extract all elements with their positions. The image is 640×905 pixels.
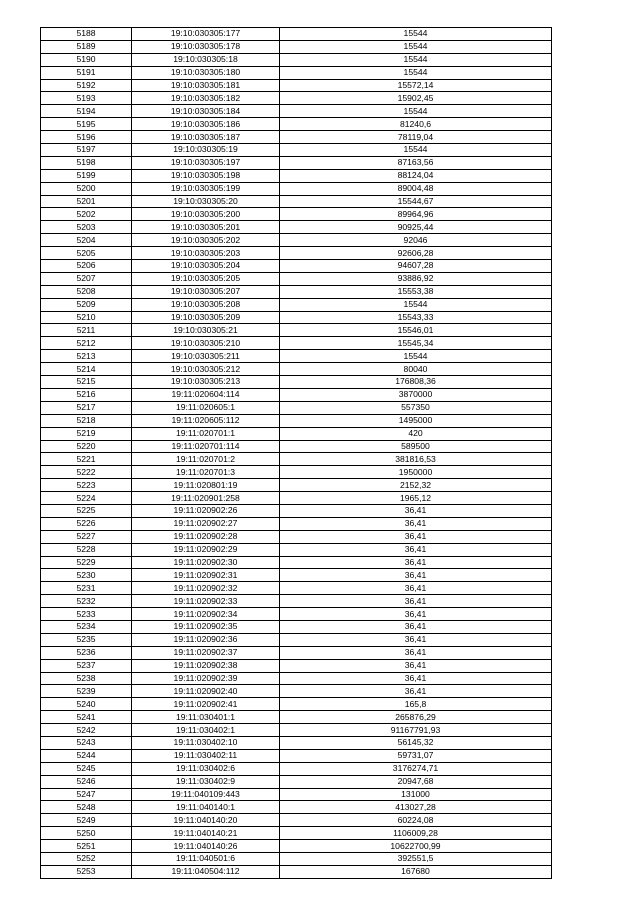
cadastral-number-cell: 19:11:020701:3 [132, 466, 280, 479]
table-row [41, 556, 552, 569]
value-cell: 1106009,28 [280, 827, 552, 840]
row-number-cell: 5220 [41, 440, 132, 453]
value-cell: 413027,28 [280, 801, 552, 814]
value-cell: 15544 [280, 40, 552, 53]
value-cell: 381816,53 [280, 453, 552, 466]
table-row [41, 582, 552, 595]
cadastral-number-cell: 19:11:040140:1 [132, 801, 280, 814]
cadastral-number-cell: 19:10:030305:201 [132, 221, 280, 234]
value-cell: 1965,12 [280, 492, 552, 505]
table-row [41, 517, 552, 530]
table-row [41, 350, 552, 363]
cadastral-number-cell: 19:10:030305:203 [132, 247, 280, 260]
cadastral-number-cell: 19:10:030305:210 [132, 337, 280, 350]
row-number-cell: 5246 [41, 775, 132, 788]
cadastral-number-cell: 19:10:030305:181 [132, 79, 280, 92]
table-row [41, 569, 552, 582]
row-number-cell: 5237 [41, 659, 132, 672]
cadastral-number-cell: 19:10:030305:208 [132, 298, 280, 311]
table-row [41, 208, 552, 221]
table-row [41, 440, 552, 453]
value-cell: 15544 [280, 105, 552, 118]
row-number-cell: 5215 [41, 376, 132, 389]
table-row [41, 234, 552, 247]
cadastral-number-cell: 19:11:040140:21 [132, 827, 280, 840]
table-row [41, 53, 552, 66]
cadastral-number-cell: 19:11:040140:20 [132, 814, 280, 827]
row-number-cell: 5238 [41, 672, 132, 685]
table-row [41, 169, 552, 182]
row-number-cell: 5250 [41, 827, 132, 840]
row-number-cell: 5240 [41, 698, 132, 711]
cadastral-number-cell: 19:11:030402:10 [132, 736, 280, 749]
cadastral-number-cell: 19:10:030305:21 [132, 324, 280, 337]
row-number-cell: 5227 [41, 530, 132, 543]
cadastral-number-cell: 19:11:020701:2 [132, 453, 280, 466]
table-row [41, 272, 552, 285]
value-cell: 15544 [280, 350, 552, 363]
row-number-cell: 5194 [41, 105, 132, 118]
table-row [41, 659, 552, 672]
row-number-cell: 5233 [41, 608, 132, 621]
table-row [41, 595, 552, 608]
value-cell: 15543,33 [280, 311, 552, 324]
cadastral-number-cell: 19:10:030305:199 [132, 182, 280, 195]
value-cell: 36,41 [280, 504, 552, 517]
row-number-cell: 5201 [41, 195, 132, 208]
cadastral-number-cell: 19:10:030305:182 [132, 92, 280, 105]
table-row [41, 788, 552, 801]
cadastral-number-cell: 19:10:030305:178 [132, 40, 280, 53]
cadastral-number-cell: 19:10:030305:204 [132, 260, 280, 273]
row-number-cell: 5249 [41, 814, 132, 827]
cadastral-number-cell: 19:10:030305:202 [132, 234, 280, 247]
table-row [41, 337, 552, 350]
cadastral-number-cell: 19:11:020902:35 [132, 620, 280, 633]
row-number-cell: 5232 [41, 595, 132, 608]
value-cell: 36,41 [280, 517, 552, 530]
row-number-cell: 5211 [41, 324, 132, 337]
value-cell: 89004,48 [280, 182, 552, 195]
row-number-cell: 5214 [41, 363, 132, 376]
row-number-cell: 5206 [41, 260, 132, 273]
cadastral-number-cell: 19:11:020701:1 [132, 427, 280, 440]
cadastral-number-cell: 19:10:030305:205 [132, 272, 280, 285]
table-row [41, 324, 552, 337]
row-number-cell: 5221 [41, 453, 132, 466]
value-cell: 10622700,99 [280, 840, 552, 853]
row-number-cell: 5217 [41, 401, 132, 414]
row-number-cell: 5241 [41, 711, 132, 724]
table-row [41, 672, 552, 685]
cadastral-number-cell: 19:10:030305:213 [132, 376, 280, 389]
value-cell: 589500 [280, 440, 552, 453]
row-number-cell: 5228 [41, 543, 132, 556]
cadastral-number-cell: 19:11:020605:1 [132, 401, 280, 414]
table-row [41, 801, 552, 814]
cadastral-number-cell: 19:11:020801:19 [132, 479, 280, 492]
table-row [41, 466, 552, 479]
document-page [40, 27, 551, 879]
row-number-cell: 5239 [41, 685, 132, 698]
table-row [41, 414, 552, 427]
value-cell: 36,41 [280, 659, 552, 672]
cadastral-number-cell: 19:11:020902:39 [132, 672, 280, 685]
row-number-cell: 5248 [41, 801, 132, 814]
value-cell: 15546,01 [280, 324, 552, 337]
table-row [41, 144, 552, 157]
table-row [41, 711, 552, 724]
cadastral-number-cell: 19:10:030305:184 [132, 105, 280, 118]
table-row [41, 633, 552, 646]
cadastral-number-cell: 19:11:020902:30 [132, 556, 280, 569]
row-number-cell: 5253 [41, 865, 132, 878]
cadastral-number-cell: 19:11:020902:28 [132, 530, 280, 543]
row-number-cell: 5216 [41, 388, 132, 401]
value-cell: 36,41 [280, 685, 552, 698]
value-cell: 1950000 [280, 466, 552, 479]
cadastral-number-cell: 19:11:020901:258 [132, 492, 280, 505]
value-cell: 20947,68 [280, 775, 552, 788]
table-row [41, 388, 552, 401]
table-row [41, 182, 552, 195]
table-row [41, 840, 552, 853]
value-cell: 89964,96 [280, 208, 552, 221]
cadastral-number-cell: 19:10:030305:177 [132, 28, 280, 41]
table-row [41, 453, 552, 466]
value-cell: 93886,92 [280, 272, 552, 285]
row-number-cell: 5205 [41, 247, 132, 260]
table-row [41, 492, 552, 505]
table-row [41, 298, 552, 311]
value-cell: 392551,5 [280, 853, 552, 866]
table-row [41, 285, 552, 298]
value-cell: 88124,04 [280, 169, 552, 182]
value-cell: 557350 [280, 401, 552, 414]
cadastral-number-cell: 19:11:020902:32 [132, 582, 280, 595]
row-number-cell: 5198 [41, 156, 132, 169]
row-number-cell: 5192 [41, 79, 132, 92]
cadastral-number-cell: 19:10:030305:211 [132, 350, 280, 363]
value-cell: 36,41 [280, 569, 552, 582]
row-number-cell: 5189 [41, 40, 132, 53]
row-number-cell: 5234 [41, 620, 132, 633]
table-row [41, 311, 552, 324]
cadastral-number-cell: 19:11:030402:9 [132, 775, 280, 788]
cadastral-number-cell: 19:11:040504:112 [132, 865, 280, 878]
value-cell: 420 [280, 427, 552, 440]
value-cell: 36,41 [280, 608, 552, 621]
row-number-cell: 5190 [41, 53, 132, 66]
cadastral-number-cell: 19:11:020902:41 [132, 698, 280, 711]
row-number-cell: 5229 [41, 556, 132, 569]
row-number-cell: 5196 [41, 131, 132, 144]
table-row [41, 736, 552, 749]
value-cell: 81240,6 [280, 118, 552, 131]
cadastral-number-cell: 19:11:040140:26 [132, 840, 280, 853]
table-row [41, 92, 552, 105]
cadastral-number-cell: 19:10:030305:20 [132, 195, 280, 208]
table-row [41, 827, 552, 840]
table-row [41, 427, 552, 440]
cadastral-number-cell: 19:10:030305:186 [132, 118, 280, 131]
table-row [41, 131, 552, 144]
table-row [41, 221, 552, 234]
cadastral-number-cell: 19:10:030305:209 [132, 311, 280, 324]
row-number-cell: 5243 [41, 736, 132, 749]
cadastral-number-cell: 19:10:030305:19 [132, 144, 280, 157]
row-number-cell: 5247 [41, 788, 132, 801]
table-row [41, 118, 552, 131]
value-cell: 92046 [280, 234, 552, 247]
row-number-cell: 5207 [41, 272, 132, 285]
cadastral-number-cell: 19:10:030305:187 [132, 131, 280, 144]
table-row [41, 608, 552, 621]
value-cell: 91167791,93 [280, 724, 552, 737]
table-row [41, 620, 552, 633]
row-number-cell: 5210 [41, 311, 132, 324]
table-row [41, 504, 552, 517]
value-cell: 36,41 [280, 530, 552, 543]
row-number-cell: 5222 [41, 466, 132, 479]
row-number-cell: 5208 [41, 285, 132, 298]
table-row [41, 28, 552, 41]
row-number-cell: 5226 [41, 517, 132, 530]
value-cell: 36,41 [280, 633, 552, 646]
value-cell: 15902,45 [280, 92, 552, 105]
value-cell: 131000 [280, 788, 552, 801]
row-number-cell: 5230 [41, 569, 132, 582]
value-cell: 15545,34 [280, 337, 552, 350]
row-number-cell: 5224 [41, 492, 132, 505]
value-cell: 265876,29 [280, 711, 552, 724]
value-cell: 15553,38 [280, 285, 552, 298]
cadastral-number-cell: 19:11:020604:114 [132, 388, 280, 401]
cadastral-number-cell: 19:11:020902:31 [132, 569, 280, 582]
cadastral-number-cell: 19:10:030305:200 [132, 208, 280, 221]
cadastral-number-cell: 19:10:030305:18 [132, 53, 280, 66]
table-body [41, 28, 552, 879]
cadastral-number-cell: 19:11:020902:36 [132, 633, 280, 646]
table-row [41, 105, 552, 118]
value-cell: 36,41 [280, 582, 552, 595]
cadastral-number-cell: 19:11:020605:112 [132, 414, 280, 427]
row-number-cell: 5236 [41, 646, 132, 659]
value-cell: 36,41 [280, 556, 552, 569]
cadastral-number-cell: 19:11:020902:38 [132, 659, 280, 672]
row-number-cell: 5223 [41, 479, 132, 492]
table-row [41, 66, 552, 79]
table-row [41, 479, 552, 492]
table-row [41, 865, 552, 878]
row-number-cell: 5212 [41, 337, 132, 350]
row-number-cell: 5218 [41, 414, 132, 427]
row-number-cell: 5195 [41, 118, 132, 131]
row-number-cell: 5244 [41, 749, 132, 762]
value-cell: 15544 [280, 144, 552, 157]
table-row [41, 698, 552, 711]
row-number-cell: 5197 [41, 144, 132, 157]
value-cell: 36,41 [280, 646, 552, 659]
table-row [41, 530, 552, 543]
table-row [41, 363, 552, 376]
table-row [41, 401, 552, 414]
cadastral-number-cell: 19:11:030402:11 [132, 749, 280, 762]
table-row [41, 775, 552, 788]
value-cell: 3176274,71 [280, 762, 552, 775]
cadastral-number-cell: 19:10:030305:197 [132, 156, 280, 169]
table-row [41, 40, 552, 53]
row-number-cell: 5200 [41, 182, 132, 195]
value-cell: 3870000 [280, 388, 552, 401]
row-number-cell: 5245 [41, 762, 132, 775]
cadastral-number-cell: 19:11:020902:40 [132, 685, 280, 698]
value-cell: 15544 [280, 66, 552, 79]
row-number-cell: 5219 [41, 427, 132, 440]
table-row [41, 685, 552, 698]
table-row [41, 543, 552, 556]
value-cell: 56145,32 [280, 736, 552, 749]
cadastral-number-cell: 19:11:020902:34 [132, 608, 280, 621]
cadastral-number-cell: 19:11:020902:27 [132, 517, 280, 530]
cadastral-number-cell: 19:11:030401:1 [132, 711, 280, 724]
row-number-cell: 5204 [41, 234, 132, 247]
cadastral-number-cell: 19:10:030305:207 [132, 285, 280, 298]
row-number-cell: 5191 [41, 66, 132, 79]
cadastral-number-cell: 19:10:030305:212 [132, 363, 280, 376]
value-cell: 2152,32 [280, 479, 552, 492]
table-row [41, 853, 552, 866]
row-number-cell: 5203 [41, 221, 132, 234]
cadastral-number-cell: 19:10:030305:180 [132, 66, 280, 79]
cadastral-number-cell: 19:11:020701:114 [132, 440, 280, 453]
cadastral-number-cell: 19:11:030402:1 [132, 724, 280, 737]
data-table [40, 27, 552, 879]
cadastral-number-cell: 19:11:020902:26 [132, 504, 280, 517]
row-number-cell: 5251 [41, 840, 132, 853]
value-cell: 165,8 [280, 698, 552, 711]
value-cell: 59731,07 [280, 749, 552, 762]
cadastral-number-cell: 19:11:020902:29 [132, 543, 280, 556]
row-number-cell: 5231 [41, 582, 132, 595]
table-row [41, 724, 552, 737]
row-number-cell: 5225 [41, 504, 132, 517]
value-cell: 167680 [280, 865, 552, 878]
cadastral-number-cell: 19:11:030402:6 [132, 762, 280, 775]
row-number-cell: 5202 [41, 208, 132, 221]
cadastral-number-cell: 19:11:020902:33 [132, 595, 280, 608]
cadastral-number-cell: 19:11:040109:443 [132, 788, 280, 801]
row-number-cell: 5209 [41, 298, 132, 311]
cadastral-number-cell: 19:11:020902:37 [132, 646, 280, 659]
value-cell: 15544,67 [280, 195, 552, 208]
value-cell: 92606,28 [280, 247, 552, 260]
row-number-cell: 5199 [41, 169, 132, 182]
table-row [41, 79, 552, 92]
value-cell: 60224,08 [280, 814, 552, 827]
row-number-cell: 5213 [41, 350, 132, 363]
table-row [41, 156, 552, 169]
value-cell: 36,41 [280, 595, 552, 608]
row-number-cell: 5252 [41, 853, 132, 866]
value-cell: 15544 [280, 28, 552, 41]
table-row [41, 195, 552, 208]
table-row [41, 762, 552, 775]
value-cell: 15544 [280, 53, 552, 66]
value-cell: 15544 [280, 298, 552, 311]
value-cell: 15572,14 [280, 79, 552, 92]
value-cell: 78119,04 [280, 131, 552, 144]
value-cell: 36,41 [280, 620, 552, 633]
cadastral-number-cell: 19:11:040501:6 [132, 853, 280, 866]
row-number-cell: 5193 [41, 92, 132, 105]
table-row [41, 646, 552, 659]
row-number-cell: 5188 [41, 28, 132, 41]
table-row [41, 376, 552, 389]
table-row [41, 247, 552, 260]
table-row [41, 749, 552, 762]
table-row [41, 260, 552, 273]
row-number-cell: 5242 [41, 724, 132, 737]
value-cell: 36,41 [280, 672, 552, 685]
cadastral-number-cell: 19:10:030305:198 [132, 169, 280, 182]
value-cell: 90925,44 [280, 221, 552, 234]
value-cell: 36,41 [280, 543, 552, 556]
table-row [41, 814, 552, 827]
value-cell: 176808,36 [280, 376, 552, 389]
value-cell: 1495000 [280, 414, 552, 427]
value-cell: 87163,56 [280, 156, 552, 169]
row-number-cell: 5235 [41, 633, 132, 646]
value-cell: 80040 [280, 363, 552, 376]
value-cell: 94607,28 [280, 260, 552, 273]
